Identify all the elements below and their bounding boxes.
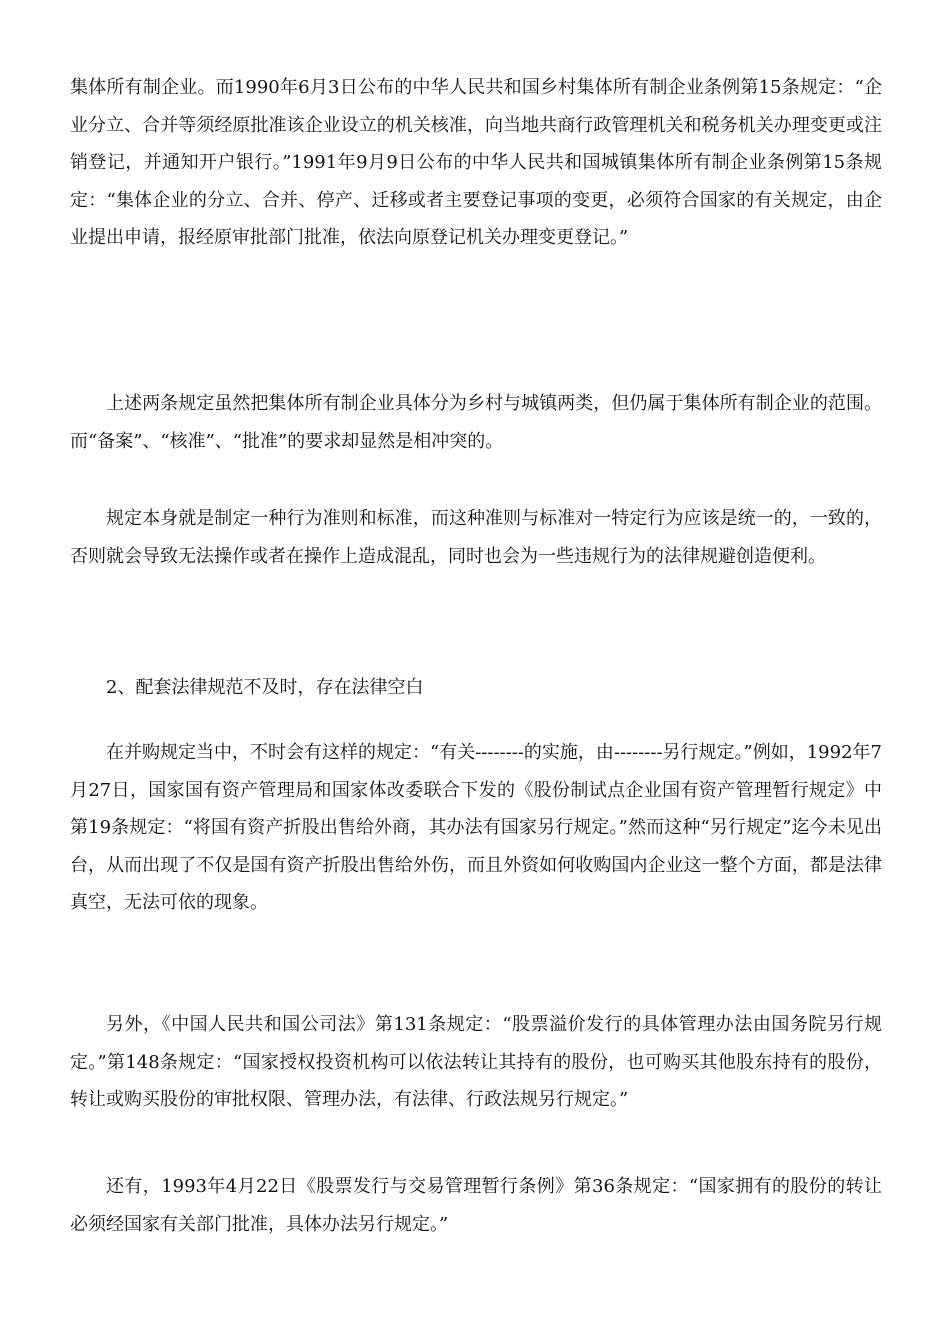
paragraph-company-law: 另外，《中国人民共和国公司法》第131条规定：“股票溢价发行的具体管理办法由国务院另行规定。”第148条规定：“国家授权投资机构可以依法转让其持有的股份，也可购买其他股东持有的股份，转让或购买股份的审批权限、管理办法，有法律、行政法规另行规定。”	[70, 1014, 882, 1110]
paragraph-regulation-uniformity: 规定本身就是制定一种行为准则和标准，而这种准则与标准对一特定行为应该是统一的，一致的，否则就会导致无法操作或者在操作上造成混乱，同时也会为一些违规行为的法律规避创造便利。	[70, 508, 882, 567]
paragraph-collective-enterprise-regulations: 集体所有制企业。而1990年6月3日公布的中华人民共和国乡村集体所有制企业条例第15条规定：“企业分立、合并等须经原批准该企业设立的机关核准，向当地共商行政管理机关和税务机关办理变更或注销登记，并通知开户银行。”1991年9月9日公布的中华人民共和国城镇集体所有制企业条例第15条规定：“集体企业的分立、合并、停产、迁移或者主要登记事项的变更，必须符合国家的有关规定，由企业提出申请，报经原审批部门批准，依法向原登记机关办理变更登记。”	[70, 77, 882, 248]
paragraph-stock-regulations: 还有，1993年4月22日《股票发行与交易管理暂行条例》第36条规定：“国家拥有的股份的转让必须经国家有关部门批准，具体办法另行规定。”	[70, 1176, 882, 1235]
section-heading-legal-gaps: 2、配套法律规范不及时，存在法律空白	[106, 677, 424, 698]
paragraph-merger-regulations: 在并购规定当中，不时会有这样的规定：“有关--------的实施，由--------另行规定。”例如，1992年7月27日，国家国有资产管理局和国家体改委联合下发的《股份制试点企业国有资产管理暂行规定》中第19条规定：“将国有资产折股出售给外商，其办法有国家另行规定。”然而这种“另行规定”迄今未见出台，从而出现了不仅是国有资产折股出售给外伤，而且外资如何收购国内企业这一整个方面，都是法律真空，无法可依的现象。	[70, 742, 882, 913]
paragraph-conflicting-requirements: 上述两条规定虽然把集体所有制企业具体分为乡村与城镇两类，但仍属于集体所有制企业的范围。而“备案”、“核准”、“批准”的要求却显然是相冲突的。	[70, 393, 882, 452]
